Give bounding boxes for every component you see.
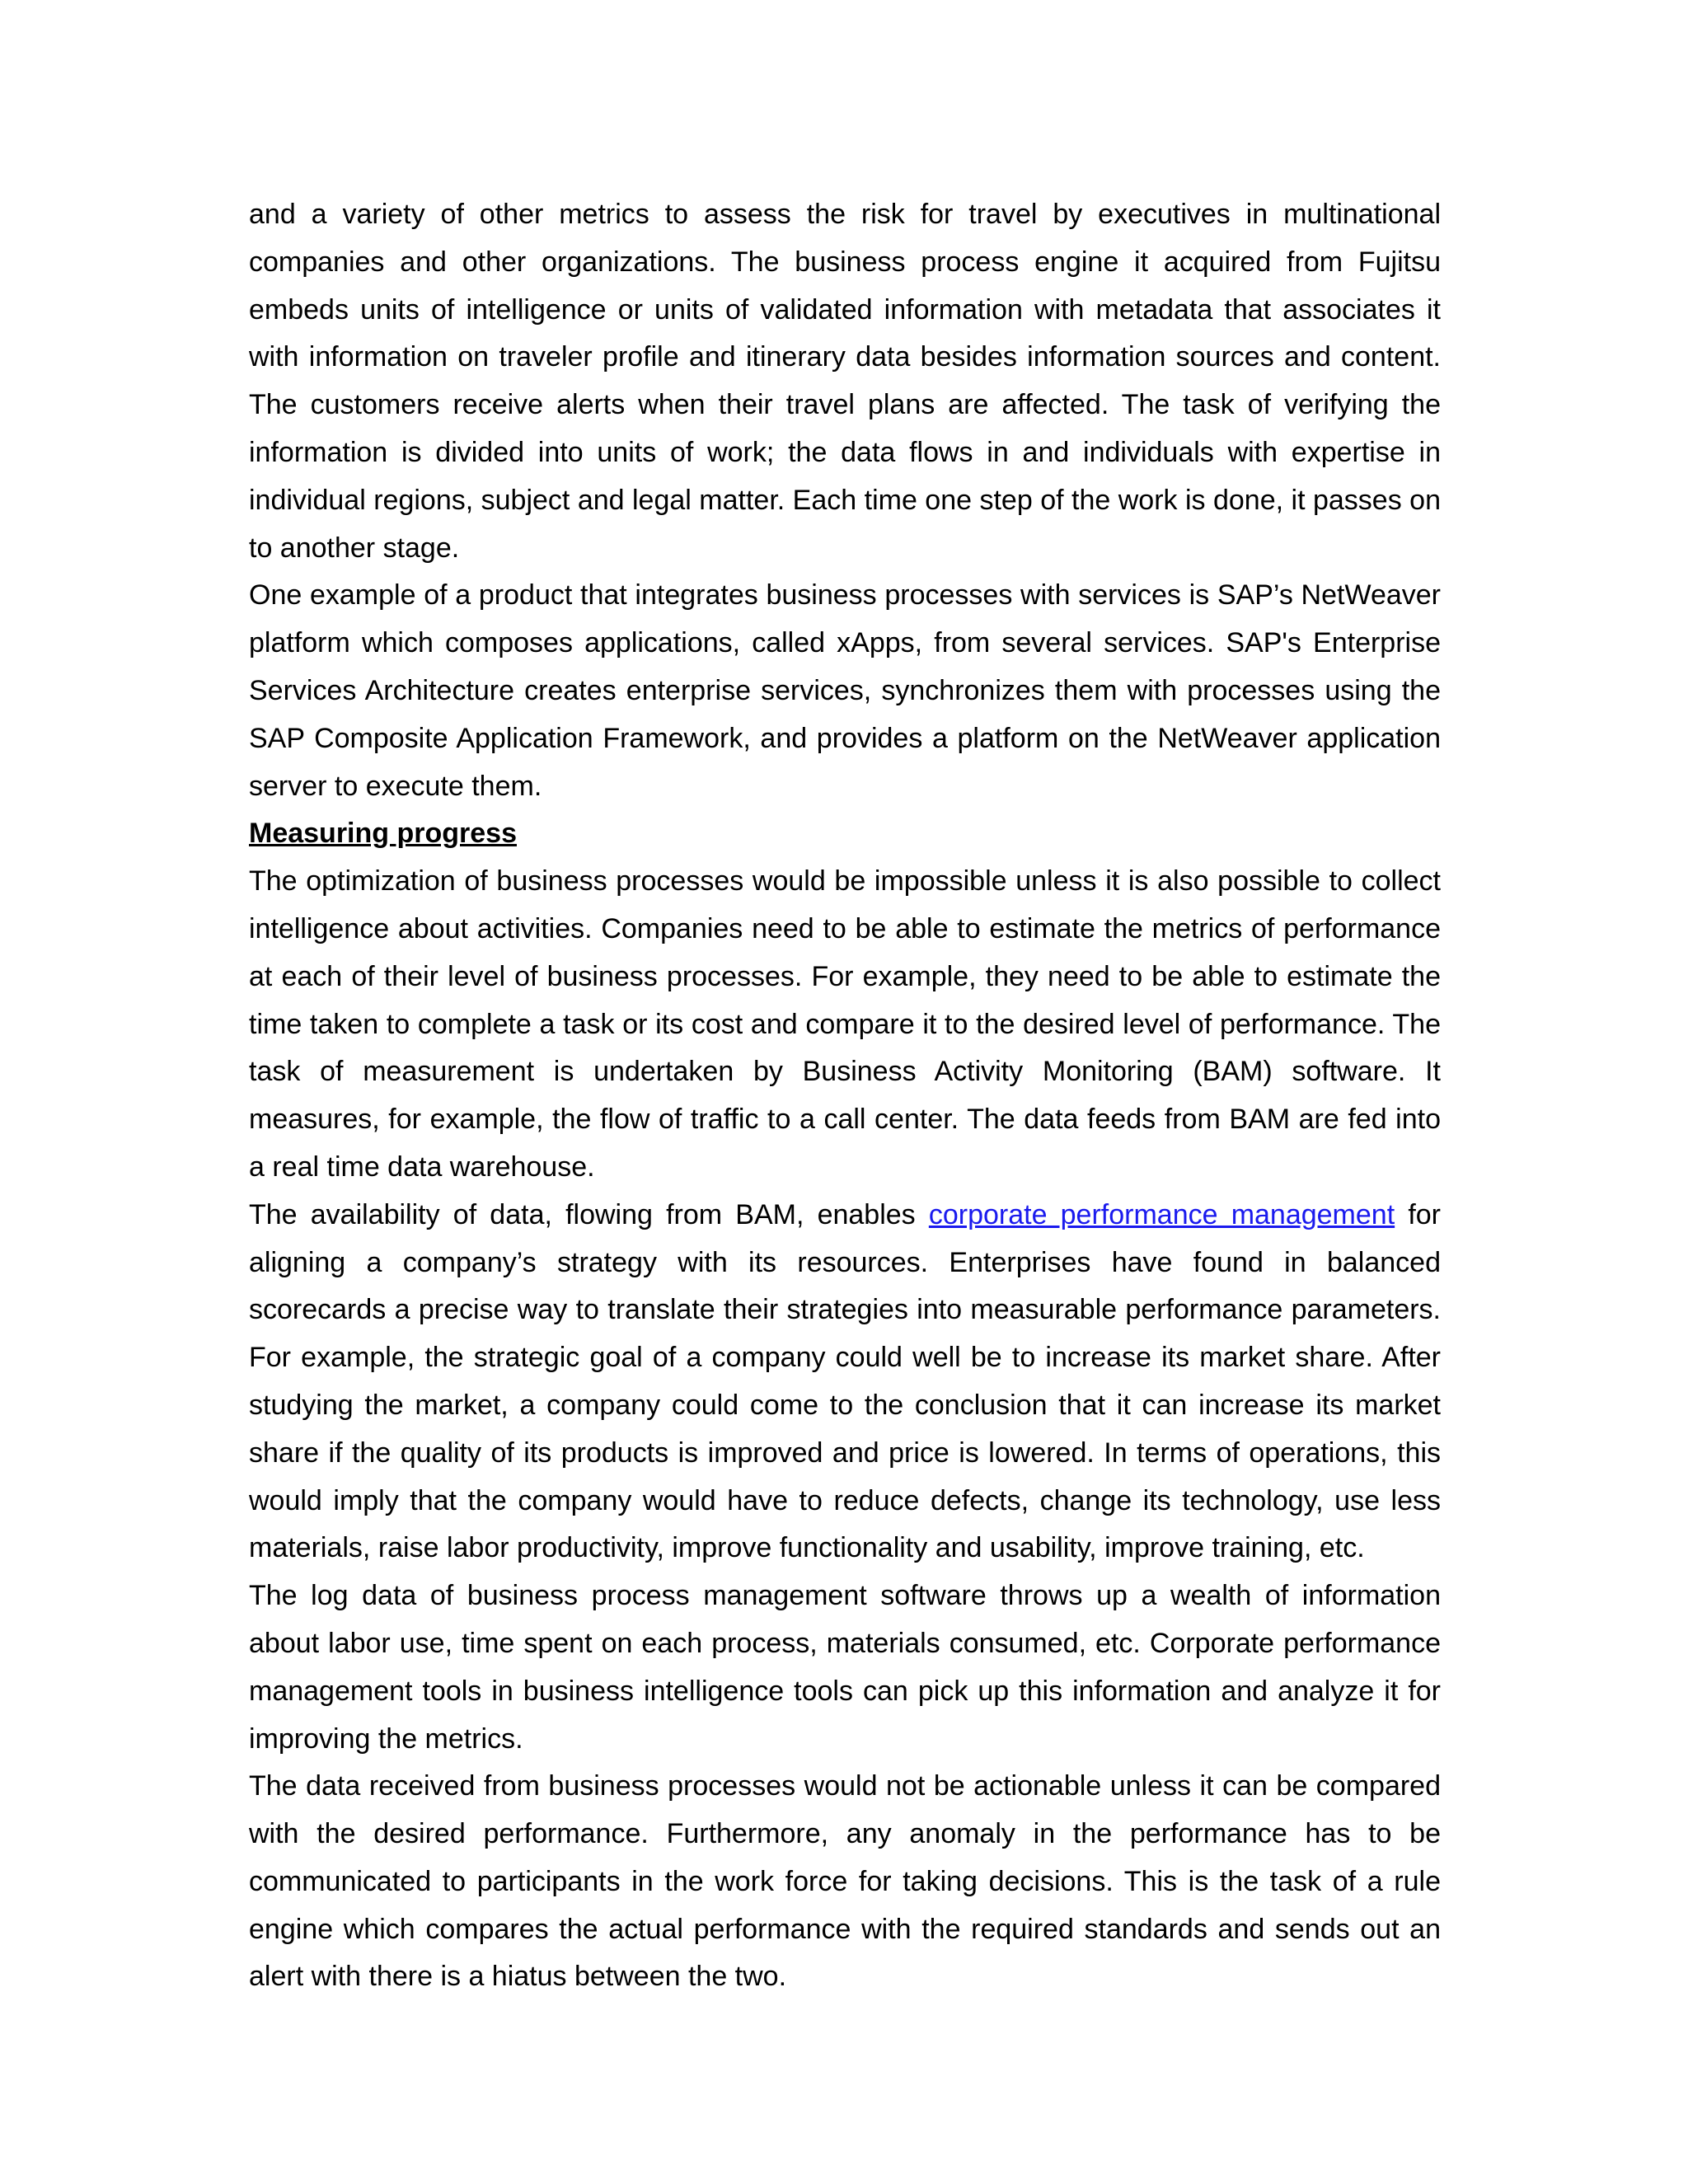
paragraph-measurement: The optimization of business processes would be impossible unless it is also possible to collect intelligence about activities. Companies need to be able to estimate the metrics of performance at each of their level of business processes. For example, they need to be able to estimate the time taken to complete a task or its cost and compare it to the desired level of performance. The task of measurement is undertaken by Business Activity Monitoring (BAM) software. It measures, for example, the flow of traffic to a call center. The data feeds from BAM are fed into a real time data warehouse. xyxy=(249,865,1441,1183)
paragraph-travel-risk: and a variety of other metrics to assess the risk for travel by executives in multinational companies and other organizations. The business process engine it acquired from Fujitsu embeds units of intelligence or units of validated information with metadata that associates it with information on traveler profile and itinerary data besides information sources and content. The customers receive alerts when their travel plans are affected. The task of verifying the information is divided into units of work; the data flows in and individuals with expertise in individual regions, subject and legal matter. Each time one step of the work is done, it passes on to another stage. xyxy=(249,199,1441,564)
section-heading-measuring-progress: Measuring progress xyxy=(249,818,517,850)
paragraph-corporate-performance xyxy=(249,1192,1441,1572)
paragraph-sap-netweaver: One example of a product that integrates business processes with services is SAP’s NetWeaver platform which composes applications, called xApps, from several services. SAP's Enterprise Services Architecture creates enterprise services, synchronizes them with processes using the SAP Composite Application Framework, and provides a platform on the NetWeaver application server to execute them. xyxy=(249,579,1441,802)
paragraph-text-after-link: for aligning a company’s strategy with its resources. Enterprises have found in balanced scorecards a precise way to translate their strategies into measurable performance parameters. For example, the strategic goal of a company could well be to increase its market share. After studying the market, a company could come to the conclusion that it can increase its market share if the quality of its products is improved and price is lowered. In terms of operations, this would imply that the company would have to reduce defects, change its technology, use less materials, raise labor productivity, improve functionality and usability, improve training, etc. xyxy=(249,1198,1442,1564)
document-body xyxy=(249,191,1441,2001)
corporate-performance-management-link[interactable]: corporate performance management xyxy=(928,1198,1395,1230)
paragraph-log-data: The log data of business process management software throws up a wealth of information about labor use, time spent on each process, materials consumed, etc. Corporate performance management tools in business intelligence tools can pick up this information and analyze it for improving the metrics. xyxy=(249,1580,1441,1755)
paragraph-text-before-link: The availability of data, flowing from BAM, enables xyxy=(249,1198,929,1230)
paragraph-rule-engine: The data received from business processes would not be actionable unless it can be compared with the desired performance. Furthermore, any anomaly in the performance has to be communicated to participants in the work force for taking decisions. This is the task of a rule engine which compares the actual performance with the required standards and sends out an alert with there is a hiatus between the two. xyxy=(249,1770,1441,1993)
